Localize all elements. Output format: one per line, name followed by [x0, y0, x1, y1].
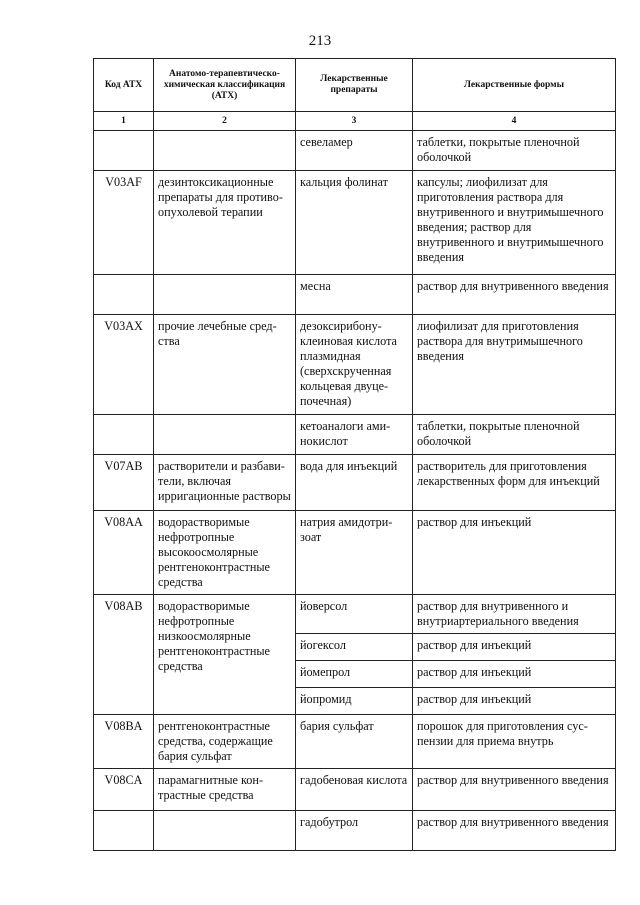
- classification-cell: парамагнитные контрастные средства: [154, 769, 296, 811]
- drug-cell: гадобеновая кислота: [296, 769, 413, 811]
- atx-code-cell: [94, 811, 154, 851]
- drug-cell: севеламер: [296, 131, 413, 171]
- column-number-row: [94, 112, 616, 131]
- drug-cell: кальция фолинат: [296, 171, 413, 275]
- form-cell: раствор для инъекций: [413, 688, 616, 715]
- table-row: [94, 715, 616, 769]
- drug-cell: дезоксирибонуклеиновая кислота плазмидная (сверхскрученная кольцевая двуцепочечная): [296, 315, 413, 415]
- table-row: [94, 275, 616, 315]
- atx-code-cell: [94, 415, 154, 455]
- header-drugs: Лекарственные препараты: [296, 59, 413, 112]
- table-row: [94, 415, 616, 455]
- atx-code-cell: [94, 275, 154, 315]
- column-number: 2: [154, 112, 296, 131]
- table-row: [94, 171, 616, 275]
- header-dosage-forms: Лекарственные формы: [413, 59, 616, 112]
- form-cell: раствор для внутривенного введения: [413, 811, 616, 851]
- table-row: [94, 315, 616, 415]
- table-row: [94, 769, 616, 811]
- header-atx-code: Код АТХ: [94, 59, 154, 112]
- column-number: 4: [413, 112, 616, 131]
- drug-cell: бария сульфат: [296, 715, 413, 769]
- form-cell: капсулы; лиофилизат для приготовления раствора для внутривенного и внутримышечного введения; раствор для внутривенного и внутримышечного введения: [413, 171, 616, 275]
- header-atx-classification: Анатомо-терапевтическо-химическая классификация (АТХ): [154, 59, 296, 112]
- classification-cell: дезинтоксикационные препараты для противоопухолевой терапии: [154, 171, 296, 275]
- drug-cell: гадобутрол: [296, 811, 413, 851]
- form-cell: порошок для приготовления суспензии для приема внутрь: [413, 715, 616, 769]
- classification-cell: [154, 415, 296, 455]
- atx-code-cell: V07AB: [94, 455, 154, 511]
- classification-cell: водорастворимые нефротропные высокоосмолярные рентгеноконтрастные средства: [154, 511, 296, 595]
- form-cell: таблетки, покрытые пленочной оболочкой: [413, 415, 616, 455]
- atx-code-cell: V08CA: [94, 769, 154, 811]
- drug-cell: йоверсол: [296, 595, 413, 634]
- atx-code-cell: V03AX: [94, 315, 154, 415]
- classification-cell: [154, 131, 296, 171]
- atx-drug-table: [93, 58, 616, 851]
- classification-cell: прочие лечебные средства: [154, 315, 296, 415]
- atx-code-cell: V08BA: [94, 715, 154, 769]
- form-cell: растворитель для приготовления лекарственных форм для инъекций: [413, 455, 616, 511]
- drug-cell: кетоаналоги аминокислот: [296, 415, 413, 455]
- form-cell: раствор для инъекций: [413, 511, 616, 595]
- form-cell: раствор для инъекций: [413, 634, 616, 661]
- table-row: [94, 455, 616, 511]
- drug-cell: йогексол: [296, 634, 413, 661]
- table-row: [94, 811, 616, 851]
- table-row: [94, 595, 616, 634]
- drug-cell: месна: [296, 275, 413, 315]
- atx-code-cell: V08AB: [94, 595, 154, 715]
- column-number: 1: [94, 112, 154, 131]
- form-cell: лиофилизат для приготовления раствора для внутримышечного введения: [413, 315, 616, 415]
- drug-cell: натрия амидотризоат: [296, 511, 413, 595]
- form-cell: раствор для внутривенного введения: [413, 275, 616, 315]
- form-cell: раствор для внутривенного введения: [413, 769, 616, 811]
- form-cell: таблетки, покрытые пленочной оболочкой: [413, 131, 616, 171]
- classification-cell: [154, 811, 296, 851]
- drug-cell: вода для инъекций: [296, 455, 413, 511]
- form-cell: раствор для инъекций: [413, 661, 616, 688]
- page-number: 213: [308, 33, 332, 49]
- atx-code-cell: [94, 131, 154, 171]
- classification-cell: водорастворимые нефротропные низкоосмолярные рентгеноконтрастные средства: [154, 595, 296, 715]
- classification-cell: растворители и разбавители, включая ирригационные растворы: [154, 455, 296, 511]
- atx-code-cell: V08AA: [94, 511, 154, 595]
- drug-cell: йомепрол: [296, 661, 413, 688]
- form-cell: раствор для внутривенного и внутриартериального введения: [413, 595, 616, 634]
- table-row: [94, 511, 616, 595]
- column-number: 3: [296, 112, 413, 131]
- classification-cell: [154, 275, 296, 315]
- drug-cell: йопромид: [296, 688, 413, 715]
- atx-code-cell: V03AF: [94, 171, 154, 275]
- table-row: [94, 131, 616, 171]
- classification-cell: рентгеноконтрастные средства, содержащие бария сульфат: [154, 715, 296, 769]
- table-header-row: [94, 59, 616, 112]
